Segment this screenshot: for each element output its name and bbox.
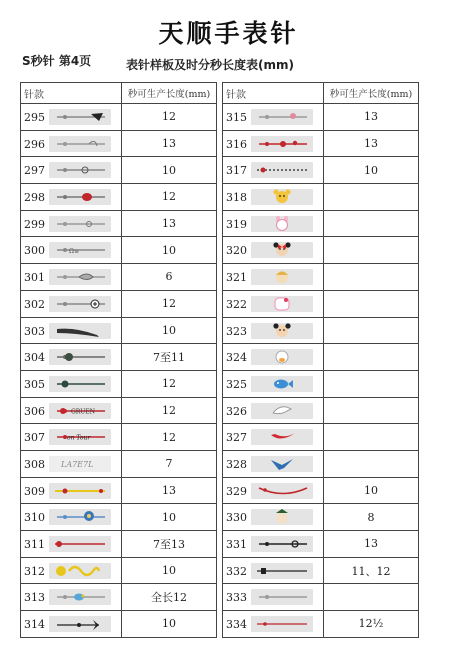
hand-model-cell bbox=[21, 504, 122, 531]
svg-text:GRUEN: GRUEN bbox=[71, 408, 95, 416]
hand-model-cell bbox=[223, 104, 324, 131]
hand-model-cell bbox=[223, 130, 324, 157]
hand-length-cell bbox=[324, 210, 419, 237]
table-subtitle: 表针样板及时分秒长度表(mm) bbox=[126, 58, 294, 72]
hand-length-cell: 13 bbox=[324, 531, 419, 558]
hand-model-cell bbox=[223, 424, 324, 451]
gruen-red-hand-icon bbox=[49, 403, 111, 419]
hand-length-cell: 10 bbox=[122, 611, 217, 638]
hand-row bbox=[223, 477, 419, 504]
hand-model-number: 295 bbox=[24, 111, 45, 124]
silver-hand-logo-disc-icon bbox=[49, 296, 111, 312]
doll-face-icon bbox=[251, 269, 313, 285]
hand-model-number: 296 bbox=[24, 137, 45, 151]
hand-model-cell bbox=[223, 370, 324, 397]
hand-model-number: 317 bbox=[226, 164, 247, 178]
hand-length-cell: 12 bbox=[122, 370, 217, 397]
hand-row bbox=[21, 184, 217, 211]
hand-length-cell: 12 bbox=[122, 290, 217, 317]
hand-length-cell bbox=[324, 264, 419, 291]
hand-model-cell bbox=[223, 210, 324, 237]
hand-model-number: 330 bbox=[226, 511, 247, 525]
model-column-header: 针款 bbox=[21, 83, 122, 104]
blue-swallow-icon bbox=[251, 456, 313, 472]
hand-length-cell bbox=[324, 290, 419, 317]
hand-length-cell: 7至11 bbox=[122, 344, 217, 371]
hand-length-cell bbox=[324, 237, 419, 264]
hand-row bbox=[223, 157, 419, 184]
hand-length-cell: 12 bbox=[122, 184, 217, 211]
silver-hand-loop-icon bbox=[49, 162, 111, 178]
hand-length-cell: 12 bbox=[122, 104, 217, 131]
hand-row bbox=[223, 450, 419, 477]
hand-length-cell: 13 bbox=[122, 130, 217, 157]
hand-row bbox=[21, 104, 217, 131]
hand-row bbox=[223, 130, 419, 157]
hand-row bbox=[21, 130, 217, 157]
yellow-bear-face-icon bbox=[251, 189, 313, 205]
hand-model-cell bbox=[223, 504, 324, 531]
blue-fish-icon bbox=[251, 376, 313, 392]
hand-length-cell: 10 bbox=[122, 317, 217, 344]
hand-model-cell bbox=[21, 611, 122, 638]
hand-model-number: 319 bbox=[226, 217, 247, 231]
hand-model-number: 310 bbox=[24, 511, 45, 525]
hand-model-cell bbox=[21, 370, 122, 397]
hand-table-left bbox=[20, 82, 217, 638]
hand-length-cell bbox=[324, 344, 419, 371]
hand-length-cell: 7至13 bbox=[122, 531, 217, 558]
hand-model-number: 304 bbox=[24, 351, 45, 365]
hand-length-cell: 全长12 bbox=[122, 584, 217, 611]
hand-length-cell: 10 bbox=[324, 157, 419, 184]
minnie-face-icon bbox=[251, 242, 313, 258]
hand-model-cell bbox=[223, 477, 324, 504]
hand-model-cell bbox=[223, 264, 324, 291]
red-curved-hand-icon bbox=[251, 483, 313, 499]
hand-model-cell bbox=[21, 104, 122, 131]
hand-model-number: 331 bbox=[226, 538, 247, 551]
hand-row bbox=[223, 370, 419, 397]
hand-row bbox=[21, 397, 217, 424]
hand-model-number: 303 bbox=[24, 324, 45, 338]
hand-model-number: 328 bbox=[226, 457, 247, 471]
hand-model-number: 297 bbox=[24, 164, 45, 178]
hand-model-number: 323 bbox=[226, 324, 247, 338]
hand-model-cell bbox=[21, 184, 122, 211]
hand-model-cell bbox=[223, 237, 324, 264]
hand-length-cell bbox=[324, 450, 419, 477]
model-column-header: 针款 bbox=[223, 83, 324, 104]
hand-model-cell bbox=[21, 424, 122, 451]
blue-bird-hand-icon bbox=[49, 589, 111, 605]
hand-row bbox=[21, 157, 217, 184]
page-number-label: S秒针 第4页 bbox=[22, 54, 92, 68]
hand-model-cell bbox=[21, 290, 122, 317]
hand-model-number: 314 bbox=[24, 618, 45, 632]
hand-model-cell bbox=[223, 531, 324, 558]
hand-model-number: 315 bbox=[226, 111, 247, 124]
hand-model-number: 332 bbox=[226, 564, 247, 578]
hand-length-cell: 6 bbox=[122, 264, 217, 291]
length-column-header: 秒可生产长度(mm) bbox=[324, 83, 419, 104]
dark-ball-hand-icon bbox=[49, 349, 111, 365]
hand-model-number: 318 bbox=[226, 191, 247, 205]
hand-model-number: 334 bbox=[226, 618, 247, 632]
hand-length-cell bbox=[324, 370, 419, 397]
hand-length-cell: 13 bbox=[122, 210, 217, 237]
red-oval-hand-icon bbox=[49, 189, 111, 205]
black-bar-hand-icon bbox=[251, 563, 313, 579]
hand-model-cell bbox=[21, 344, 122, 371]
hand-row bbox=[223, 344, 419, 371]
hand-row bbox=[223, 397, 419, 424]
red-thin-hand-icon bbox=[251, 616, 313, 632]
black-disc-hand-icon bbox=[251, 536, 313, 552]
hand-row bbox=[21, 450, 217, 477]
hand-model-cell bbox=[21, 157, 122, 184]
silver-hand-lettered-icon bbox=[49, 242, 111, 258]
hand-length-cell bbox=[324, 584, 419, 611]
hand-row bbox=[223, 237, 419, 264]
hand-row bbox=[21, 290, 217, 317]
length-column-header: 秒可生产长度(mm) bbox=[122, 83, 217, 104]
hand-row bbox=[223, 184, 419, 211]
goofy-face-icon bbox=[251, 509, 313, 525]
hand-row bbox=[223, 264, 419, 291]
hand-model-number: 325 bbox=[226, 377, 247, 391]
hand-model-cell bbox=[223, 450, 324, 477]
hand-model-cell bbox=[223, 584, 324, 611]
hand-row bbox=[223, 504, 419, 531]
hand-model-cell bbox=[223, 290, 324, 317]
hand-model-cell bbox=[21, 397, 122, 424]
hand-length-cell: 10 bbox=[122, 557, 217, 584]
hand-row bbox=[21, 531, 217, 558]
hand-model-number: 300 bbox=[24, 244, 45, 258]
hand-length-cell bbox=[324, 424, 419, 451]
blue-cartoon-hand-icon bbox=[49, 509, 111, 525]
red-flower-hand-icon bbox=[251, 136, 313, 152]
hand-model-number: 329 bbox=[226, 484, 247, 498]
hand-model-number: 302 bbox=[24, 297, 45, 311]
hand-model-cell bbox=[21, 584, 122, 611]
hand-row bbox=[223, 424, 419, 451]
hand-row bbox=[21, 317, 217, 344]
hand-model-number: 308 bbox=[24, 457, 45, 471]
hand-length-cell: 13 bbox=[324, 130, 419, 157]
hand-row bbox=[21, 584, 217, 611]
hand-model-cell bbox=[21, 531, 122, 558]
hand-model-cell bbox=[223, 397, 324, 424]
hand-model-number: 316 bbox=[226, 137, 247, 151]
hand-length-cell: 13 bbox=[324, 104, 419, 131]
black-curved-hand-icon bbox=[49, 323, 111, 339]
yellow-red-hand-icon bbox=[49, 483, 111, 499]
hand-length-cell: 10 bbox=[122, 157, 217, 184]
page-title: 天顺手表针 bbox=[158, 19, 299, 48]
hand-model-cell bbox=[223, 611, 324, 638]
svg-text:on Tour: on Tour bbox=[67, 434, 91, 442]
hand-row bbox=[21, 424, 217, 451]
hand-model-number: 333 bbox=[226, 591, 247, 605]
black-arrow-hand-icon bbox=[49, 616, 111, 632]
hand-length-cell bbox=[324, 317, 419, 344]
hand-model-cell bbox=[223, 557, 324, 584]
hand-length-cell: 12 bbox=[122, 424, 217, 451]
mickey-face-icon bbox=[251, 323, 313, 339]
hand-model-cell bbox=[21, 264, 122, 291]
svg-text:LA7E7L: LA7E7L bbox=[61, 459, 94, 469]
pink-bunny-face-icon bbox=[251, 216, 313, 232]
hand-model-cell bbox=[21, 237, 122, 264]
hand-model-number: 309 bbox=[24, 484, 45, 498]
hand-model-cell bbox=[21, 557, 122, 584]
hand-model-number: 321 bbox=[226, 271, 247, 285]
black-dotted-hand-icon bbox=[251, 162, 313, 178]
hand-row bbox=[21, 370, 217, 397]
hand-length-cell: 12½ bbox=[324, 611, 419, 638]
hand-model-cell bbox=[21, 477, 122, 504]
hand-length-cell: 11、12 bbox=[324, 557, 419, 584]
hand-model-number: 322 bbox=[226, 297, 247, 311]
hand-model-number: 326 bbox=[226, 404, 247, 418]
white-bird-icon bbox=[251, 403, 313, 419]
hand-row bbox=[21, 210, 217, 237]
hand-row bbox=[223, 210, 419, 237]
hand-row bbox=[223, 104, 419, 131]
hand-length-cell: 10 bbox=[324, 477, 419, 504]
hand-row bbox=[21, 264, 217, 291]
hand-row bbox=[21, 504, 217, 531]
hand-model-number: 298 bbox=[24, 191, 45, 205]
hand-model-number: 299 bbox=[24, 217, 45, 231]
dark-green-hand-icon bbox=[49, 376, 111, 392]
hand-model-number: 305 bbox=[24, 377, 45, 391]
hand-row bbox=[223, 290, 419, 317]
silver-thin-hand-icon bbox=[251, 589, 313, 605]
hand-row bbox=[21, 557, 217, 584]
hand-model-cell bbox=[223, 184, 324, 211]
script-outline-hand-icon bbox=[49, 456, 111, 472]
hand-model-number: 324 bbox=[226, 351, 247, 365]
hand-length-cell: 13 bbox=[122, 477, 217, 504]
hand-length-cell bbox=[324, 184, 419, 211]
hand-model-number: 312 bbox=[24, 564, 45, 578]
hand-row bbox=[223, 317, 419, 344]
hand-length-cell: 7 bbox=[122, 450, 217, 477]
hand-row bbox=[223, 584, 419, 611]
hand-length-cell: 8 bbox=[324, 504, 419, 531]
hand-length-cell bbox=[324, 397, 419, 424]
hand-row bbox=[21, 611, 217, 638]
hand-row bbox=[223, 557, 419, 584]
hand-row bbox=[21, 477, 217, 504]
hand-model-cell bbox=[21, 317, 122, 344]
silver-hand-dark-tip-icon bbox=[49, 109, 111, 125]
hand-model-cell bbox=[223, 157, 324, 184]
pink-cat-face-icon bbox=[251, 296, 313, 312]
red-dot-hand-icon bbox=[49, 536, 111, 552]
silver-hand-hooked-icon bbox=[49, 136, 111, 152]
script-red-hand-icon bbox=[49, 429, 111, 445]
yellow-swirl-hand-icon bbox=[49, 563, 111, 579]
hand-model-number: 307 bbox=[24, 431, 45, 445]
hand-model-cell bbox=[21, 450, 122, 477]
silver-hand-flower-icon bbox=[251, 109, 313, 125]
daisy-face-icon bbox=[251, 349, 313, 365]
silver-hand-round-tip-icon bbox=[49, 216, 111, 232]
hand-row bbox=[21, 344, 217, 371]
silver-hand-leaf-icon bbox=[49, 269, 111, 285]
hand-model-number: 311 bbox=[24, 538, 45, 551]
hand-length-cell: 10 bbox=[122, 504, 217, 531]
hand-row bbox=[223, 531, 419, 558]
hand-model-number: 327 bbox=[226, 431, 247, 445]
hand-row bbox=[21, 237, 217, 264]
red-swoosh-icon bbox=[251, 429, 313, 445]
hand-model-cell bbox=[223, 344, 324, 371]
svg-text:Ω≡: Ω≡ bbox=[69, 248, 80, 256]
hand-model-number: 306 bbox=[24, 404, 45, 418]
hand-model-number: 313 bbox=[24, 591, 45, 605]
hand-model-cell bbox=[223, 317, 324, 344]
hand-model-number: 301 bbox=[24, 271, 45, 285]
hand-model-cell bbox=[21, 130, 122, 157]
hand-length-cell: 10 bbox=[122, 237, 217, 264]
hand-model-number: 320 bbox=[226, 244, 247, 258]
hand-table-right bbox=[222, 82, 419, 638]
hand-model-cell bbox=[21, 210, 122, 237]
hand-length-cell: 12 bbox=[122, 397, 217, 424]
hand-row bbox=[223, 611, 419, 638]
